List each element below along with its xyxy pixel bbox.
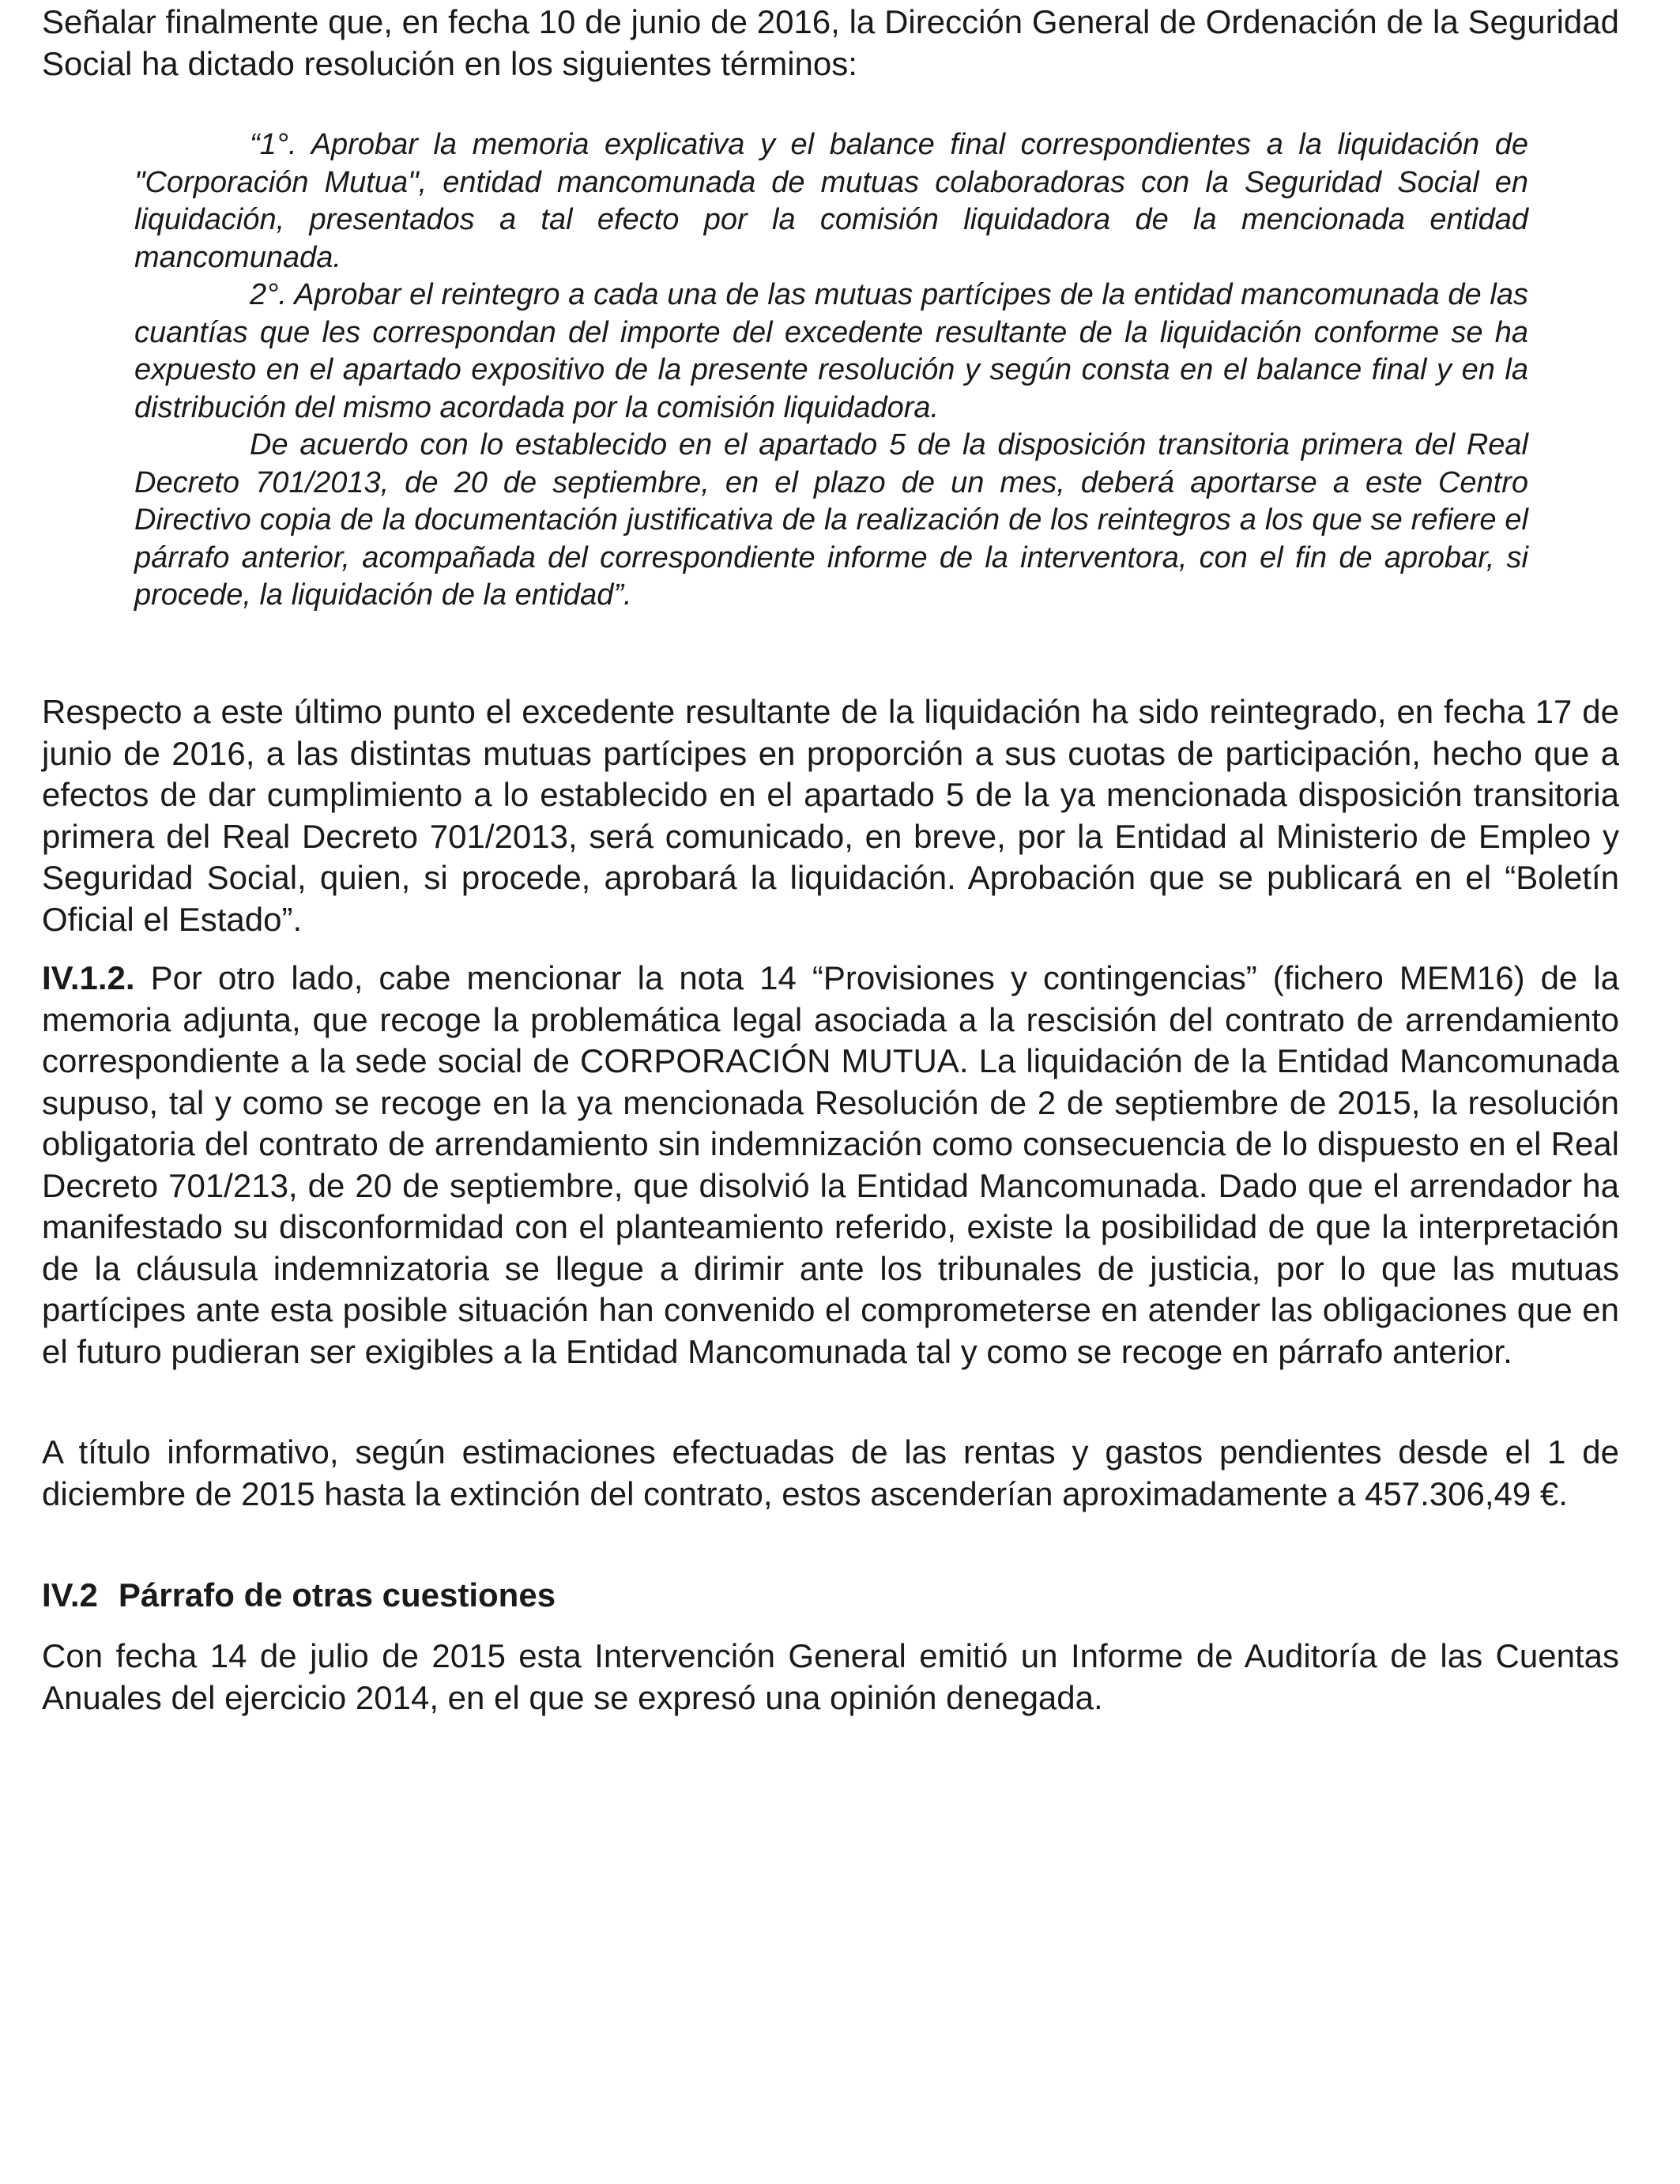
section-iv-2-heading xyxy=(42,1575,1619,1617)
section-iv-2-number: IV.2 xyxy=(42,1576,98,1614)
quote-item-1: “1°. Aprobar la memoria explicativa y el balance final correspondientes a la liquidación de "Corporación Mutua", entidad mancomunada de mutuas colaboradoras con la Seguridad Social en liquidación, presentados a tal efecto por la comisión liquidadora de la mencionada entidad mancomunada. xyxy=(134,128,1528,274)
section-iv-1-2-label: IV.1.2. xyxy=(42,959,135,996)
section-iv-1-2-text: Por otro lado, cabe mencionar la nota 14 “Provisiones y contingencias” (fichero MEM16) de la memoria adjunta, que recoge la problemática legal asociada a la rescisión del contrato de arrendamiento correspondiente a la sede social de CORPORACIÓN MUTUA. La liquidación de la Entidad Mancomunada supuso, tal y como se recoge en la ya mencionada Resolución de 2 de septiembre de 2015, la resolución obligatoria del contrato de arrendamiento sin indemnización como consecuencia de lo dispuesto en el Real Decreto 701/213, de 20 de septiembre, que disolvió la Entidad Mancomunada. Dado que el arrendador ha manifestado su disconformidad con el planteamiento referido, existe la posibilidad de que la interpretación de la cláusula indemnizatoria se llegue a dirimir ante los tribunales de justicia, por lo que las mutuas partícipes ante esta posible situación han convenido el comprometerse en atender las obligaciones que en el futuro pudieran ser exigibles a la Entidad Mancomunada tal y como se recoge en párrafo anterior. xyxy=(42,959,1619,1370)
respecto-paragraph: Respecto a este último punto el excedente resultante de la liquidación ha sido reintegrado, en fecha 17 de junio de 2016, a las distintas mutuas partícipes en proporción a sus cuotas de participación, hecho que a efectos de dar cumplimiento a lo establecido en el apartado 5 de la ya mencionada disposición transitoria primera del Real Decreto 701/2013, será comunicado, en breve, por la Entidad al Ministerio de Empleo y Seguridad Social, quien, si procede, aprobará la liquidación. Aprobación que se publicará en el “Boletín Oficial el Estado”. xyxy=(42,693,1619,938)
resolution-quote xyxy=(134,126,1528,615)
section-iv-1-2-paragraph xyxy=(42,958,1619,1373)
quote-item-2: 2°. Aprobar el reintegro a cada una de las mutuas partícipes de la entidad mancomunada de las cuantías que les correspondan del importe del excedente resultante de la liquidación conforme se ha expuesto en el apartado expositivo de la presente resolución y según consta en el balance final y en la distribución del mismo acordada por la comisión liquidadora. xyxy=(134,278,1528,424)
quote-item-3: De acuerdo con lo establecido en el apartado 5 de la disposición transitoria primera del Real Decreto 701/2013, de 20 de septiembre, en el plazo de un mes, deberá aportarse a este Centro Directivo copia de la documentación justificativa de la realización de los reintegros a los que se refiere el párrafo anterior, acompañada del correspondiente informe de la interventora, con el fin de aprobar, si procede, la liquidación de la entidad”. xyxy=(134,428,1528,612)
intro-paragraph: Señalar finalmente que, en fecha 10 de junio de 2016, la Dirección General de Ordenación de la Seguridad Social ha dictado resolución en los siguientes términos: xyxy=(42,3,1619,82)
titulo-informativo-paragraph: A título informativo, según estimaciones efectuadas de las rentas y gastos pendientes desde el 1 de diciembre de 2015 hasta la extinción del contrato, estos ascenderían aproximadamente a 457.306,49 €. xyxy=(42,1433,1619,1512)
final-paragraph: Con fecha 14 de julio de 2015 esta Intervención General emitió un Informe de Auditoría de las Cuentas Anuales del ejercicio 2014, en el que se expresó una opinión denegada. xyxy=(42,1637,1619,1716)
section-iv-2-title: Párrafo de otras cuestiones xyxy=(118,1576,556,1614)
